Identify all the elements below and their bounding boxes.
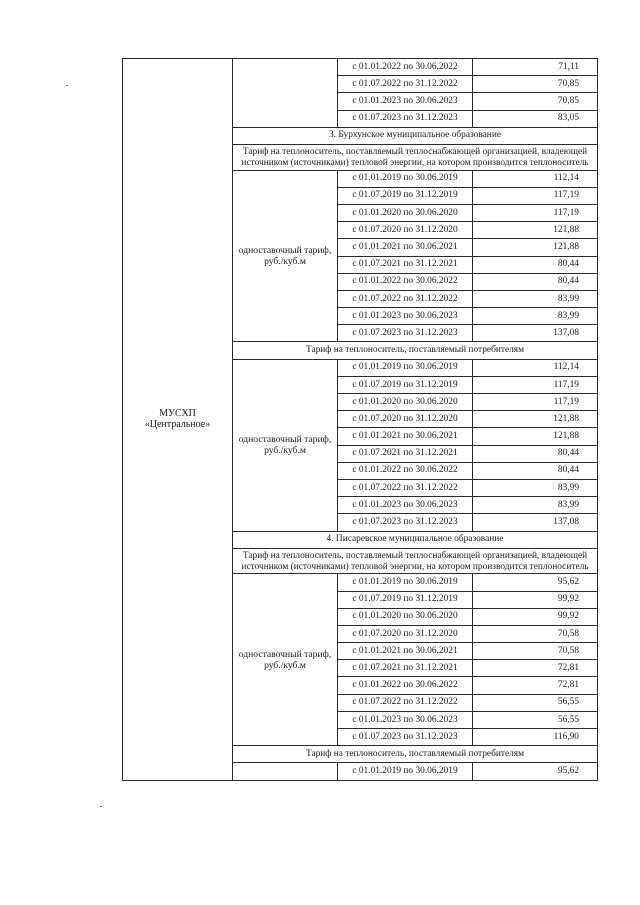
period-cell: с 01.01.2020 по 30.06.2020 xyxy=(338,394,473,411)
period-cell: с 01.01.2019 по 30.06.2019 xyxy=(338,574,473,591)
tariff-kind-cell xyxy=(233,59,338,128)
tariff-table xyxy=(122,58,598,781)
period-cell: с 01.07.2022 по 31.12.2022 xyxy=(338,290,473,307)
tariff-kind-cell: одноставочный тариф, руб./куб.м xyxy=(233,574,338,746)
scan-speck xyxy=(66,85,68,86)
value-cell: 56,55 xyxy=(473,694,598,711)
period-cell: с 01.01.2019 по 30.06.2019 xyxy=(338,763,473,780)
period-cell: с 01.07.2023 по 31.12.2023 xyxy=(338,110,473,127)
value-cell: 83,99 xyxy=(473,479,598,496)
period-cell: с 01.01.2021 по 30.06.2021 xyxy=(338,643,473,660)
period-cell: с 01.07.2021 по 31.12.2021 xyxy=(338,445,473,462)
section-title: 4. Писаревское муниципальное образование xyxy=(233,531,598,548)
tariff-table-body xyxy=(123,59,598,781)
period-cell: с 01.01.2023 по 30.06.2023 xyxy=(338,308,473,325)
value-cell: 70,58 xyxy=(473,625,598,642)
value-cell: 80,44 xyxy=(473,445,598,462)
block-title: Тариф на теплоноситель, поставляемый теплоснабжающей организацией, владеющей источником (источниками) тепловой энергии, на котором производится теплоноситель xyxy=(233,548,598,574)
value-cell: 95,62 xyxy=(473,574,598,591)
period-cell: с 01.01.2020 по 30.06.2020 xyxy=(338,608,473,625)
period-cell: с 01.07.2023 по 31.12.2023 xyxy=(338,729,473,746)
tariff-kind-cell xyxy=(233,763,338,780)
value-cell: 121,88 xyxy=(473,239,598,256)
section-title: 3. Бурхунское муниципальное образование xyxy=(233,127,598,144)
period-cell: с 01.07.2023 по 31.12.2023 xyxy=(338,325,473,342)
period-cell: с 01.01.2023 по 30.06.2023 xyxy=(338,93,473,110)
value-cell: 56,55 xyxy=(473,711,598,728)
value-cell: 112,14 xyxy=(473,359,598,376)
value-cell: 117,19 xyxy=(473,204,598,221)
block-title: Тариф на теплоноситель, поставляемый потребителям xyxy=(233,342,598,359)
period-cell: с 01.07.2019 по 31.12.2019 xyxy=(338,591,473,608)
value-cell: 117,19 xyxy=(473,376,598,393)
value-cell: 112,14 xyxy=(473,170,598,187)
value-cell: 99,92 xyxy=(473,608,598,625)
value-cell: 80,44 xyxy=(473,462,598,479)
value-cell: 117,19 xyxy=(473,394,598,411)
value-cell: 83,99 xyxy=(473,497,598,514)
tariff-kind-cell: одноставочный тариф, руб./куб.м xyxy=(233,359,338,531)
value-cell: 117,19 xyxy=(473,187,598,204)
period-cell: с 01.01.2022 по 30.06.2022 xyxy=(338,677,473,694)
period-cell: с 01.01.2020 по 30.06.2020 xyxy=(338,204,473,221)
period-cell: с 01.07.2020 по 31.12.2020 xyxy=(338,411,473,428)
period-cell: с 01.07.2022 по 31.12.2022 xyxy=(338,694,473,711)
period-cell: с 01.01.2022 по 30.06.2022 xyxy=(338,273,473,290)
value-cell: 71,11 xyxy=(473,59,598,76)
period-cell: с 01.01.2023 по 30.06.2023 xyxy=(338,711,473,728)
period-cell: с 01.07.2019 по 31.12.2019 xyxy=(338,187,473,204)
block-title: Тариф на теплоноситель, поставляемый потребителям xyxy=(233,746,598,763)
period-cell: с 01.07.2021 по 31.12.2021 xyxy=(338,256,473,273)
period-cell: с 01.07.2021 по 31.12.2021 xyxy=(338,660,473,677)
period-cell: с 01.01.2019 по 30.06.2019 xyxy=(338,170,473,187)
value-cell: 70,85 xyxy=(473,93,598,110)
value-cell: 95,62 xyxy=(473,763,598,780)
value-cell: 137,08 xyxy=(473,514,598,531)
period-cell: с 01.07.2022 по 31.12.2022 xyxy=(338,479,473,496)
period-cell: с 01.07.2022 по 31.12.2022 xyxy=(338,76,473,93)
value-cell: 70,58 xyxy=(473,643,598,660)
value-cell: 70,85 xyxy=(473,76,598,93)
value-cell: 99,92 xyxy=(473,591,598,608)
value-cell: 80,44 xyxy=(473,256,598,273)
value-cell: 83,99 xyxy=(473,308,598,325)
block-title: Тариф на теплоноситель, поставляемый теплоснабжающей организацией, владеющей источником (источниками) тепловой энергии, на котором производится теплоноситель xyxy=(233,144,598,170)
period-cell: с 01.01.2019 по 30.06.2019 xyxy=(338,359,473,376)
value-cell: 137,08 xyxy=(473,325,598,342)
period-cell: с 01.01.2021 по 30.06.2021 xyxy=(338,428,473,445)
period-cell: с 01.01.2023 по 30.06.2023 xyxy=(338,497,473,514)
period-cell: с 01.01.2022 по 30.06.2022 xyxy=(338,462,473,479)
value-cell: 121,88 xyxy=(473,222,598,239)
value-cell: 116,90 xyxy=(473,729,598,746)
value-cell: 72,81 xyxy=(473,660,598,677)
scan-speck xyxy=(100,806,102,807)
value-cell: 121,88 xyxy=(473,411,598,428)
value-cell: 121,88 xyxy=(473,428,598,445)
period-cell: с 01.07.2023 по 31.12.2023 xyxy=(338,514,473,531)
period-cell: с 01.07.2020 по 31.12.2020 xyxy=(338,625,473,642)
value-cell: 72,81 xyxy=(473,677,598,694)
tariff-kind-cell: одноставочный тариф, руб./куб.м xyxy=(233,170,338,342)
period-cell: с 01.01.2021 по 30.06.2021 xyxy=(338,239,473,256)
organization-cell: МУСХП «Центральное» xyxy=(123,59,233,781)
value-cell: 83,99 xyxy=(473,290,598,307)
value-cell: 80,44 xyxy=(473,273,598,290)
table-row xyxy=(123,59,598,76)
period-cell: с 01.01.2022 по 30.06.2022 xyxy=(338,59,473,76)
value-cell: 83,05 xyxy=(473,110,598,127)
period-cell: с 01.07.2020 по 31.12.2020 xyxy=(338,222,473,239)
period-cell: с 01.07.2019 по 31.12.2019 xyxy=(338,376,473,393)
